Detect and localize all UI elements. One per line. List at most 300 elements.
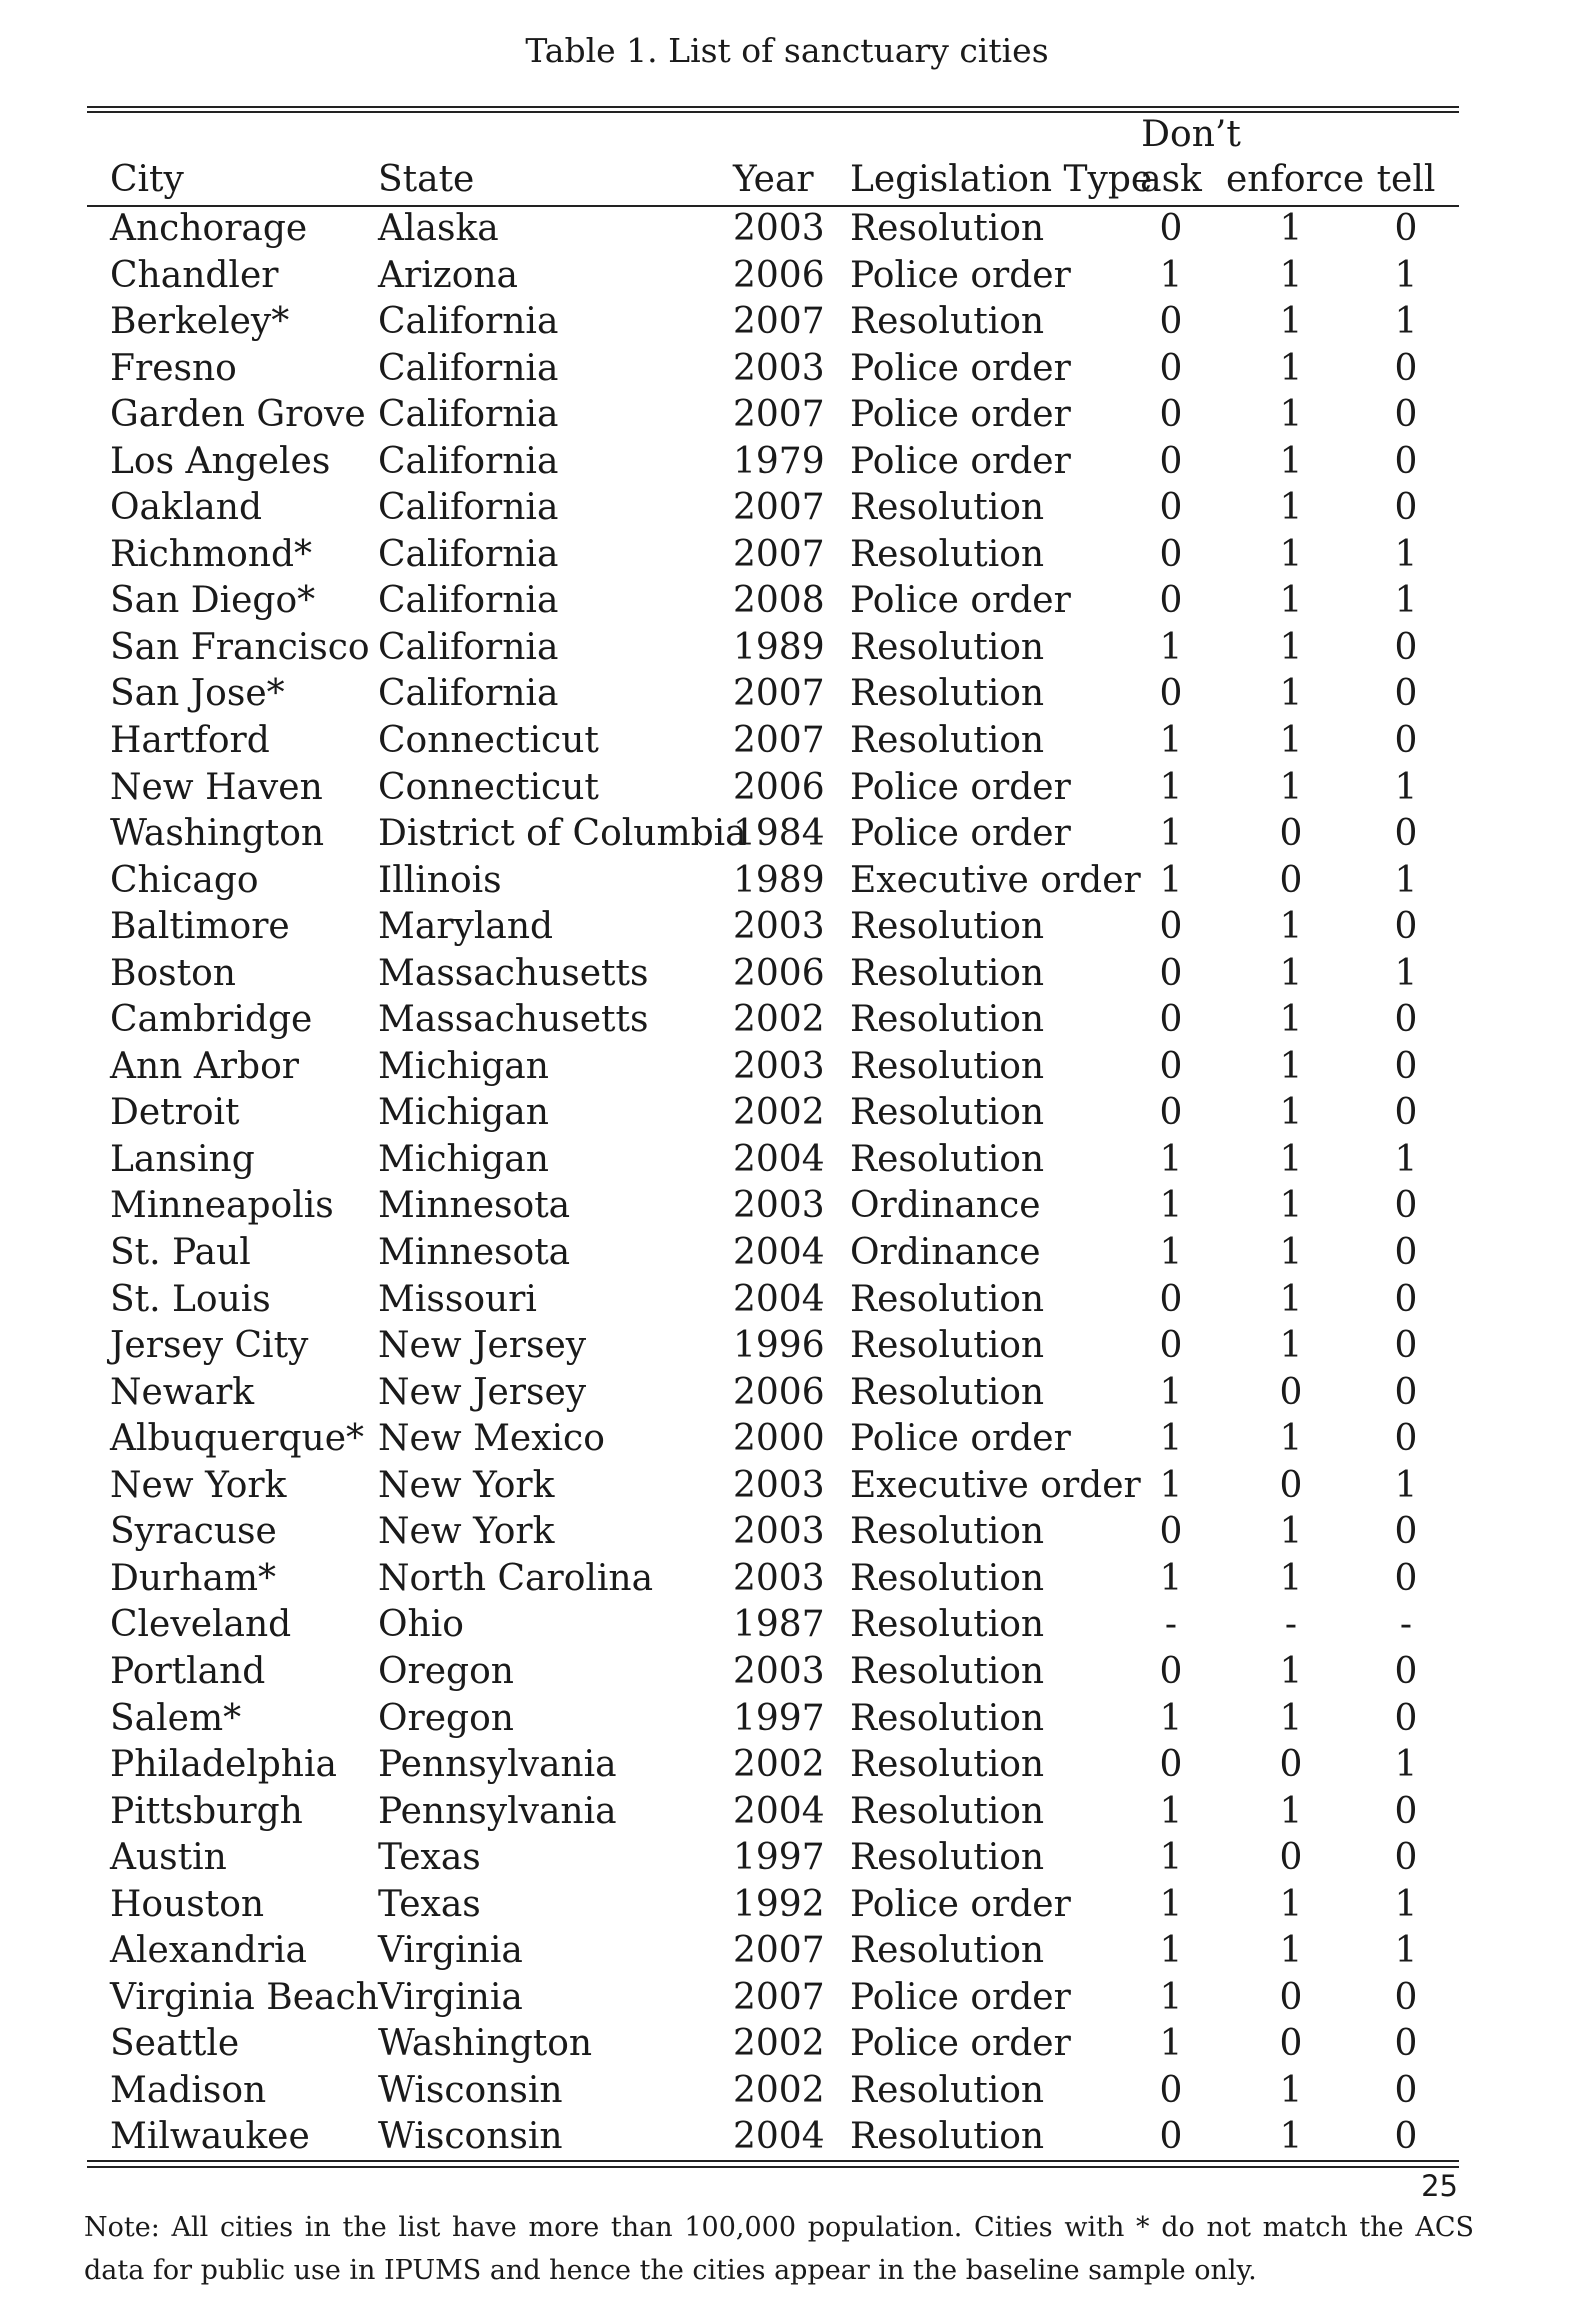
dont-ask-cell: 0 bbox=[1159, 347, 1183, 389]
year-cell: 2007 bbox=[733, 720, 825, 762]
year-cell: 2007 bbox=[733, 1930, 825, 1972]
year-cell: 2003 bbox=[733, 906, 825, 948]
year-cell: 2002 bbox=[733, 1744, 825, 1786]
year-cell: 2002 bbox=[733, 2069, 825, 2111]
dont-tell-cell: 0 bbox=[1394, 906, 1418, 948]
table-body bbox=[0, 206, 1574, 2161]
dont-enforce-cell: 0 bbox=[1279, 1464, 1303, 1506]
dont-tell-cell: 1 bbox=[1394, 1930, 1418, 1972]
state-cell: District of Columbia bbox=[378, 813, 747, 855]
year-cell: 2007 bbox=[733, 301, 825, 343]
dont-enforce-cell: 0 bbox=[1279, 1744, 1303, 1786]
dont-ask-cell: 0 bbox=[1159, 580, 1183, 622]
dont-ask-cell: 0 bbox=[1159, 394, 1183, 436]
dont-tell-cell: 0 bbox=[1394, 1371, 1418, 1413]
state-cell: Pennsylvania bbox=[378, 1790, 617, 1832]
dont-ask-cell: 1 bbox=[1159, 813, 1183, 855]
dont-enforce-cell: 1 bbox=[1279, 999, 1303, 1041]
dont-enforce-cell: 1 bbox=[1279, 720, 1303, 762]
table-row bbox=[0, 1509, 1574, 1556]
legislation-type-cell: Resolution bbox=[850, 1138, 1045, 1180]
dont-enforce-cell: 1 bbox=[1279, 906, 1303, 948]
dont-enforce-cell: 1 bbox=[1279, 1325, 1303, 1367]
table-row bbox=[0, 2068, 1574, 2115]
dont-enforce-cell: 1 bbox=[1279, 766, 1303, 808]
dont-enforce-cell: 0 bbox=[1279, 1837, 1303, 1879]
state-cell: California bbox=[378, 673, 559, 715]
dont-tell-cell: 0 bbox=[1394, 1092, 1418, 1134]
state-cell: Texas bbox=[378, 1883, 481, 1925]
dont-tell-cell: 0 bbox=[1394, 1045, 1418, 1087]
dont-tell-cell: 0 bbox=[1394, 1511, 1418, 1553]
city-cell: Pittsburgh bbox=[110, 1790, 303, 1832]
year-cell: 2003 bbox=[733, 1464, 825, 1506]
year-cell: 1997 bbox=[733, 1697, 825, 1739]
header-tell: tell bbox=[1376, 159, 1436, 200]
legislation-type-cell: Resolution bbox=[850, 1371, 1045, 1413]
state-cell: Wisconsin bbox=[378, 2069, 563, 2111]
dont-tell-cell: 0 bbox=[1394, 1837, 1418, 1879]
legislation-type-cell: Resolution bbox=[850, 1744, 1045, 1786]
legislation-type-cell: Resolution bbox=[850, 1557, 1045, 1599]
legislation-type-cell: Executive order bbox=[850, 1464, 1141, 1506]
dont-tell-cell: 0 bbox=[1394, 208, 1418, 249]
year-cell: 2008 bbox=[733, 580, 825, 622]
dont-ask-cell: 0 bbox=[1159, 1744, 1183, 1786]
city-cell: Berkeley* bbox=[110, 301, 290, 343]
state-cell: New Jersey bbox=[378, 1325, 587, 1367]
dont-ask-cell: 1 bbox=[1159, 1418, 1183, 1460]
dont-enforce-cell: 1 bbox=[1279, 533, 1303, 575]
state-cell: New York bbox=[378, 1464, 555, 1506]
city-cell: Chandler bbox=[110, 254, 279, 296]
city-cell: Lansing bbox=[110, 1138, 255, 1180]
dont-enforce-cell: 1 bbox=[1279, 1278, 1303, 1320]
state-cell: Wisconsin bbox=[378, 2116, 563, 2158]
dont-enforce-cell: 1 bbox=[1279, 580, 1303, 622]
legislation-type-cell: Police order bbox=[850, 813, 1071, 855]
year-cell: 2007 bbox=[733, 487, 825, 529]
legislation-type-cell: Resolution bbox=[850, 533, 1045, 575]
dont-tell-cell: 0 bbox=[1394, 1185, 1418, 1227]
table-row bbox=[0, 253, 1574, 300]
dont-ask-cell: 1 bbox=[1159, 1930, 1183, 1972]
year-cell: 2006 bbox=[733, 766, 825, 808]
table-row bbox=[0, 858, 1574, 905]
year-cell: 2007 bbox=[733, 1976, 825, 2018]
city-cell: Alexandria bbox=[110, 1930, 307, 1972]
dont-tell-cell: 0 bbox=[1394, 2069, 1418, 2111]
dont-ask-cell: 0 bbox=[1159, 1650, 1183, 1692]
year-cell: 2003 bbox=[733, 347, 825, 389]
dont-ask-cell: 0 bbox=[1159, 533, 1183, 575]
legislation-type-cell: Resolution bbox=[850, 1278, 1045, 1320]
dont-ask-cell: 1 bbox=[1159, 1883, 1183, 1925]
dont-ask-cell: 0 bbox=[1159, 673, 1183, 715]
state-cell: Illinois bbox=[378, 859, 502, 901]
dont-tell-cell: 0 bbox=[1394, 999, 1418, 1041]
legislation-type-cell: Police order bbox=[850, 1418, 1071, 1460]
dont-ask-cell: 0 bbox=[1159, 1092, 1183, 1134]
city-cell: St. Louis bbox=[110, 1278, 271, 1320]
legislation-type-cell: Resolution bbox=[850, 1650, 1045, 1692]
city-cell: Jersey City bbox=[110, 1325, 309, 1367]
city-cell: San Diego* bbox=[110, 580, 316, 622]
dont-tell-cell: 0 bbox=[1394, 394, 1418, 436]
year-cell: 2004 bbox=[733, 1790, 825, 1832]
state-cell: North Carolina bbox=[378, 1557, 654, 1599]
dont-tell-cell: 0 bbox=[1394, 626, 1418, 668]
year-cell: 2007 bbox=[733, 673, 825, 715]
legislation-type-cell: Resolution bbox=[850, 626, 1045, 668]
state-cell: Alaska bbox=[378, 208, 499, 249]
city-cell: Hartford bbox=[110, 720, 270, 762]
table-note: Note: All cities in the list have more than 100,000 population. Cities with * do not match the ACS data for public use in IPUMS and hence the cities appear in the baseline sample only. bbox=[84, 2212, 1474, 2286]
table-row bbox=[0, 765, 1574, 812]
year-cell: 2007 bbox=[733, 394, 825, 436]
city-cell: San Jose* bbox=[110, 673, 285, 715]
dont-tell-cell: 0 bbox=[1394, 1325, 1418, 1367]
year-cell: 2002 bbox=[733, 999, 825, 1041]
city-cell: Garden Grove bbox=[110, 394, 366, 436]
city-cell: Houston bbox=[110, 1883, 265, 1925]
dont-ask-cell: 0 bbox=[1159, 1325, 1183, 1367]
legislation-type-cell: Resolution bbox=[850, 1045, 1045, 1087]
dont-enforce-cell: 0 bbox=[1279, 1976, 1303, 2018]
legislation-type-cell: Resolution bbox=[850, 952, 1045, 994]
dont-tell-cell: 1 bbox=[1394, 254, 1418, 296]
city-cell: Fresno bbox=[110, 347, 237, 389]
dont-ask-cell: 0 bbox=[1159, 301, 1183, 343]
dont-ask-cell: 1 bbox=[1159, 1837, 1183, 1879]
legislation-type-cell: Police order bbox=[850, 766, 1071, 808]
legislation-type-cell: Police order bbox=[850, 1976, 1071, 2018]
dont-enforce-cell: 1 bbox=[1279, 487, 1303, 529]
year-cell: 2003 bbox=[733, 1650, 825, 1692]
table-row bbox=[0, 2114, 1574, 2161]
dont-enforce-cell: 0 bbox=[1279, 1371, 1303, 1413]
dont-enforce-cell: 1 bbox=[1279, 626, 1303, 668]
state-cell: Texas bbox=[378, 1837, 481, 1879]
table-row bbox=[0, 1789, 1574, 1836]
state-cell: California bbox=[378, 580, 559, 622]
dont-tell-cell: 1 bbox=[1394, 952, 1418, 994]
city-cell: Madison bbox=[110, 2069, 267, 2111]
state-cell: Missouri bbox=[378, 1278, 537, 1320]
dont-tell-cell: 1 bbox=[1394, 301, 1418, 343]
state-cell: Virginia bbox=[378, 1976, 523, 2018]
state-cell: Michigan bbox=[378, 1092, 549, 1134]
table-row bbox=[0, 1044, 1574, 1091]
legislation-type-cell: Police order bbox=[850, 440, 1071, 482]
table-row bbox=[0, 1649, 1574, 1696]
table-row bbox=[0, 1416, 1574, 1463]
city-cell: Baltimore bbox=[110, 906, 290, 948]
header-legislation-type: Legislation Type bbox=[850, 159, 1153, 200]
dont-ask-cell: 1 bbox=[1159, 1138, 1183, 1180]
table-row bbox=[0, 1230, 1574, 1277]
dont-enforce-cell: 1 bbox=[1279, 1650, 1303, 1692]
table-row bbox=[0, 811, 1574, 858]
dont-enforce-cell: 1 bbox=[1279, 1790, 1303, 1832]
dont-tell-cell: 0 bbox=[1394, 487, 1418, 529]
legislation-type-cell: Executive order bbox=[850, 859, 1141, 901]
city-cell: Newark bbox=[110, 1371, 255, 1413]
legislation-type-cell: Resolution bbox=[850, 1511, 1045, 1553]
dont-tell-cell: 0 bbox=[1394, 347, 1418, 389]
dont-enforce-cell: 1 bbox=[1279, 1930, 1303, 1972]
dont-enforce-cell: 1 bbox=[1279, 347, 1303, 389]
dont-ask-cell: 1 bbox=[1159, 1371, 1183, 1413]
table-row bbox=[0, 1090, 1574, 1137]
table-row bbox=[0, 1463, 1574, 1510]
dont-tell-cell: 0 bbox=[1394, 440, 1418, 482]
dont-enforce-cell: - bbox=[1284, 1604, 1298, 1646]
table-row bbox=[0, 951, 1574, 998]
state-cell: Minnesota bbox=[378, 1185, 571, 1227]
table-row bbox=[0, 1928, 1574, 1975]
legislation-type-cell: Police order bbox=[850, 347, 1071, 389]
legislation-type-cell: Resolution bbox=[850, 999, 1045, 1041]
city-cell: Albuquerque* bbox=[110, 1418, 365, 1460]
dont-enforce-cell: 1 bbox=[1279, 1883, 1303, 1925]
year-cell: 2004 bbox=[733, 1278, 825, 1320]
state-cell: Massachusetts bbox=[378, 952, 649, 994]
state-cell: California bbox=[378, 394, 559, 436]
dont-tell-cell: 1 bbox=[1394, 1138, 1418, 1180]
state-cell: California bbox=[378, 301, 559, 343]
year-cell: 1987 bbox=[733, 1604, 825, 1646]
state-cell: Maryland bbox=[378, 906, 554, 948]
dont-tell-cell: 1 bbox=[1394, 766, 1418, 808]
table-row bbox=[0, 1277, 1574, 1324]
year-cell: 2006 bbox=[733, 254, 825, 296]
dont-ask-cell: 1 bbox=[1159, 254, 1183, 296]
city-cell: Ann Arbor bbox=[110, 1045, 299, 1087]
state-cell: Pennsylvania bbox=[378, 1744, 617, 1786]
dont-tell-cell: 1 bbox=[1394, 1744, 1418, 1786]
legislation-type-cell: Resolution bbox=[850, 1325, 1045, 1367]
dont-tell-cell: 0 bbox=[1394, 1976, 1418, 2018]
year-cell: 2002 bbox=[733, 1092, 825, 1134]
city-cell: Virginia Beach bbox=[110, 1976, 379, 2018]
dont-ask-cell: 0 bbox=[1159, 208, 1183, 249]
year-cell: 2006 bbox=[733, 1371, 825, 1413]
header-state: State bbox=[378, 159, 475, 200]
header-enforce: enforce bbox=[1226, 159, 1365, 200]
dont-enforce-cell: 1 bbox=[1279, 440, 1303, 482]
dont-tell-cell: 0 bbox=[1394, 673, 1418, 715]
year-cell: 1997 bbox=[733, 1837, 825, 1879]
legislation-type-cell: Police order bbox=[850, 394, 1071, 436]
dont-ask-cell: 1 bbox=[1159, 1464, 1183, 1506]
legislation-type-cell: Police order bbox=[850, 2023, 1071, 2065]
header-ask: ask bbox=[1140, 159, 1202, 200]
dont-enforce-cell: 1 bbox=[1279, 1511, 1303, 1553]
dont-ask-cell: 0 bbox=[1159, 999, 1183, 1041]
legislation-type-cell: Resolution bbox=[850, 1604, 1045, 1646]
table-row bbox=[0, 671, 1574, 718]
year-cell: 1989 bbox=[733, 626, 825, 668]
header-city: City bbox=[110, 159, 184, 200]
dont-tell-cell: 0 bbox=[1394, 2023, 1418, 2065]
legislation-type-cell: Police order bbox=[850, 1883, 1071, 1925]
dont-enforce-cell: 1 bbox=[1279, 394, 1303, 436]
state-cell: Virginia bbox=[378, 1930, 523, 1972]
table-row bbox=[0, 485, 1574, 532]
legislation-type-cell: Police order bbox=[850, 254, 1071, 296]
state-cell: Arizona bbox=[378, 254, 519, 296]
dont-ask-cell: 0 bbox=[1159, 1045, 1183, 1087]
dont-ask-cell: 0 bbox=[1159, 2116, 1183, 2158]
year-cell: 1979 bbox=[733, 440, 825, 482]
year-cell: 2003 bbox=[733, 1511, 825, 1553]
dont-enforce-cell: 1 bbox=[1279, 1092, 1303, 1134]
header-dont-group: Don’t bbox=[1141, 114, 1241, 155]
city-cell: Detroit bbox=[110, 1092, 240, 1134]
dont-tell-cell: 0 bbox=[1394, 1232, 1418, 1274]
year-cell: 2004 bbox=[733, 1232, 825, 1274]
city-cell: San Francisco bbox=[110, 626, 370, 668]
city-cell: Portland bbox=[110, 1650, 266, 1692]
state-cell: California bbox=[378, 440, 559, 482]
dont-ask-cell: 1 bbox=[1159, 1976, 1183, 2018]
legislation-type-cell: Resolution bbox=[850, 1092, 1045, 1134]
dont-enforce-cell: 1 bbox=[1279, 1557, 1303, 1599]
year-cell: 2003 bbox=[733, 1557, 825, 1599]
legislation-type-cell: Resolution bbox=[850, 487, 1045, 529]
dont-ask-cell: 0 bbox=[1159, 440, 1183, 482]
dont-ask-cell: 0 bbox=[1159, 487, 1183, 529]
state-cell: New York bbox=[378, 1511, 555, 1553]
dont-tell-cell: - bbox=[1399, 1604, 1413, 1646]
city-cell: Syracuse bbox=[110, 1511, 277, 1553]
table-row bbox=[0, 578, 1574, 625]
dont-enforce-cell: 1 bbox=[1279, 1697, 1303, 1739]
top-rule-upper bbox=[87, 106, 1459, 108]
bottom-rule-lower bbox=[87, 2166, 1459, 2168]
dont-enforce-cell: 0 bbox=[1279, 2023, 1303, 2065]
dont-tell-cell: 1 bbox=[1394, 580, 1418, 622]
state-cell: Minnesota bbox=[378, 1232, 571, 1274]
legislation-type-cell: Ordinance bbox=[850, 1185, 1041, 1227]
state-cell: Washington bbox=[378, 2023, 593, 2065]
dont-ask-cell: 1 bbox=[1159, 2023, 1183, 2065]
year-cell: 2002 bbox=[733, 2023, 825, 2065]
dont-enforce-cell: 1 bbox=[1279, 952, 1303, 994]
dont-ask-cell: 1 bbox=[1159, 859, 1183, 901]
table-row bbox=[0, 718, 1574, 765]
dont-enforce-cell: 1 bbox=[1279, 254, 1303, 296]
table-row bbox=[0, 346, 1574, 393]
state-cell: Connecticut bbox=[378, 720, 599, 762]
dont-enforce-cell: 1 bbox=[1279, 301, 1303, 343]
table-row bbox=[0, 1602, 1574, 1649]
table-row bbox=[0, 1556, 1574, 1603]
dont-ask-cell: 1 bbox=[1159, 1557, 1183, 1599]
city-cell: Anchorage bbox=[110, 208, 308, 249]
table-row bbox=[0, 532, 1574, 579]
dont-enforce-cell: 1 bbox=[1279, 1418, 1303, 1460]
dont-ask-cell: 0 bbox=[1159, 1511, 1183, 1553]
dont-tell-cell: 0 bbox=[1394, 1557, 1418, 1599]
table-row bbox=[0, 1882, 1574, 1929]
city-cell: Los Angeles bbox=[110, 440, 331, 482]
table-row bbox=[0, 1370, 1574, 1417]
dont-enforce-cell: 1 bbox=[1279, 2116, 1303, 2158]
dont-tell-cell: 0 bbox=[1394, 1790, 1418, 1832]
legislation-type-cell: Resolution bbox=[850, 208, 1045, 249]
year-cell: 1992 bbox=[733, 1883, 825, 1925]
table-row bbox=[0, 299, 1574, 346]
dont-ask-cell: 1 bbox=[1159, 1790, 1183, 1832]
dont-enforce-cell: 1 bbox=[1279, 673, 1303, 715]
dont-ask-cell: 1 bbox=[1159, 626, 1183, 668]
state-cell: Michigan bbox=[378, 1138, 549, 1180]
table-row bbox=[0, 1323, 1574, 1370]
header-year: Year bbox=[733, 159, 814, 200]
legislation-type-cell: Resolution bbox=[850, 1790, 1045, 1832]
city-cell: Cleveland bbox=[110, 1604, 292, 1646]
dont-tell-cell: 0 bbox=[1394, 1650, 1418, 1692]
year-cell: 2003 bbox=[733, 1185, 825, 1227]
dont-tell-cell: 0 bbox=[1394, 1697, 1418, 1739]
dont-enforce-cell: 0 bbox=[1279, 813, 1303, 855]
dont-tell-cell: 1 bbox=[1394, 1464, 1418, 1506]
city-cell: Milwaukee bbox=[110, 2116, 310, 2158]
legislation-type-cell: Resolution bbox=[850, 673, 1045, 715]
bottom-rule-upper bbox=[87, 2160, 1459, 2162]
legislation-type-cell: Resolution bbox=[850, 301, 1045, 343]
year-cell: 2006 bbox=[733, 952, 825, 994]
dont-ask-cell: 1 bbox=[1159, 720, 1183, 762]
state-cell: New Jersey bbox=[378, 1371, 587, 1413]
state-cell: Michigan bbox=[378, 1045, 549, 1087]
table-row bbox=[0, 2021, 1574, 2068]
legislation-type-cell: Resolution bbox=[850, 906, 1045, 948]
table-row bbox=[0, 392, 1574, 439]
dont-tell-cell: 1 bbox=[1394, 1883, 1418, 1925]
state-cell: California bbox=[378, 487, 559, 529]
city-cell: St. Paul bbox=[110, 1232, 251, 1274]
dont-ask-cell: 0 bbox=[1159, 952, 1183, 994]
city-cell: Philadelphia bbox=[110, 1744, 337, 1786]
dont-enforce-cell: 1 bbox=[1279, 2069, 1303, 2111]
city-cell: Cambridge bbox=[110, 999, 313, 1041]
dont-ask-cell: - bbox=[1164, 1604, 1178, 1646]
dont-ask-cell: 1 bbox=[1159, 766, 1183, 808]
year-cell: 1984 bbox=[733, 813, 825, 855]
city-cell: Austin bbox=[110, 1837, 227, 1879]
table-row bbox=[0, 1742, 1574, 1789]
city-cell: Chicago bbox=[110, 859, 259, 901]
legislation-type-cell: Ordinance bbox=[850, 1232, 1041, 1274]
dont-tell-cell: 0 bbox=[1394, 813, 1418, 855]
dont-enforce-cell: 1 bbox=[1279, 1232, 1303, 1274]
dont-ask-cell: 0 bbox=[1159, 906, 1183, 948]
dont-ask-cell: 0 bbox=[1159, 2069, 1183, 2111]
city-cell: Minneapolis bbox=[110, 1185, 334, 1227]
table-row bbox=[0, 1183, 1574, 1230]
state-cell: Ohio bbox=[378, 1604, 464, 1646]
dont-tell-cell: 0 bbox=[1394, 1418, 1418, 1460]
legislation-type-cell: Resolution bbox=[850, 1837, 1045, 1879]
dont-ask-cell: 0 bbox=[1159, 1278, 1183, 1320]
legislation-type-cell: Resolution bbox=[850, 1697, 1045, 1739]
table-row bbox=[0, 439, 1574, 486]
city-cell: Oakland bbox=[110, 487, 262, 529]
dont-ask-cell: 1 bbox=[1159, 1185, 1183, 1227]
